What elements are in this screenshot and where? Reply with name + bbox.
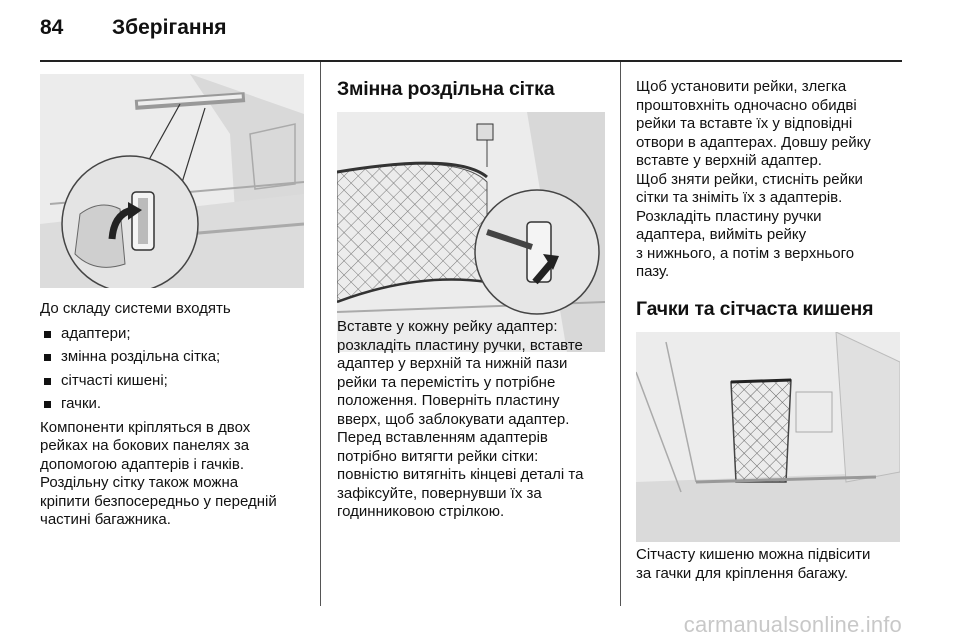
page-header (40, 16, 227, 50)
page-number: 84 (40, 16, 64, 39)
partition-net-heading: Змінна роздільна сітка (337, 78, 555, 100)
net-pocket-icon (636, 332, 900, 542)
net-pocket-illustration (636, 332, 900, 542)
column-1-text (40, 300, 306, 530)
components-paragraph: Компоненти кріпляться в двох рейках на бокових панелях за допомогою адаптерів і гачків. Роздільну сітку також можна кріпити безпосередньо у передній частині багажника. (40, 418, 277, 528)
hooks-net-pocket-heading: Гачки та сітчаста кишеня (636, 298, 874, 320)
list-item: гачки. (40, 395, 306, 414)
column-divider-1 (320, 62, 321, 606)
partition-net-icon (337, 112, 605, 352)
rail-adapter-icon (40, 74, 304, 288)
list-item: змінна роздільна сітка; (40, 348, 306, 367)
bullet-square-icon (44, 401, 51, 408)
column-2-text: Вставте у кожну рейку адаптер: розкладіть пластину ручки, вставте адаптер у верхній та нижній пази рейки та перемістіть у потрібне положення. Поверніть пластину вверх, щоб заблокувати адаптер. Перед вставленням адаптерів потрібно витягти рейки сітки: повністю витягніть кінцеві деталі та зафіксуйте, повернувши їх за годинниковою стрілкою. (337, 318, 584, 520)
bullet-square-icon (44, 331, 51, 338)
intro-line: До складу системи входять (40, 300, 231, 317)
bullet-square-icon (44, 354, 51, 361)
net-pocket-caption: Сітчасту кишеню можна підвісити за гачки для кріплення багажу. (636, 546, 871, 582)
watermark: carmanualsonline.info (683, 612, 902, 637)
rail-adapter-illustration (40, 74, 304, 288)
list-item: сітчасті кишені; (40, 372, 306, 391)
section-title: Зберігання (112, 16, 227, 39)
list-item: адаптери; (40, 325, 306, 344)
components-list (40, 325, 306, 414)
partition-net-illustration (337, 112, 605, 352)
column-divider-2 (620, 62, 621, 606)
column-2 (337, 62, 605, 606)
column-3-text (636, 78, 902, 282)
column-3 (636, 62, 902, 606)
column-1 (40, 62, 306, 606)
install-rails-paragraph: Щоб установити рейки, злегка проштовхніть одночасно обидві рейки та вставте їх у відповідні отвори в адаптерах. Довшу рейку вставте у верхній адаптер. (636, 78, 871, 169)
bullet-square-icon (44, 378, 51, 385)
remove-rails-paragraph: Щоб зняти рейки, стисніть рейки сітки та зніміть їх з адаптерів. Розкладіть пластину ручки адаптера, вийміть рейку з нижнього, а потім з верхнього пазу. (636, 170, 863, 280)
